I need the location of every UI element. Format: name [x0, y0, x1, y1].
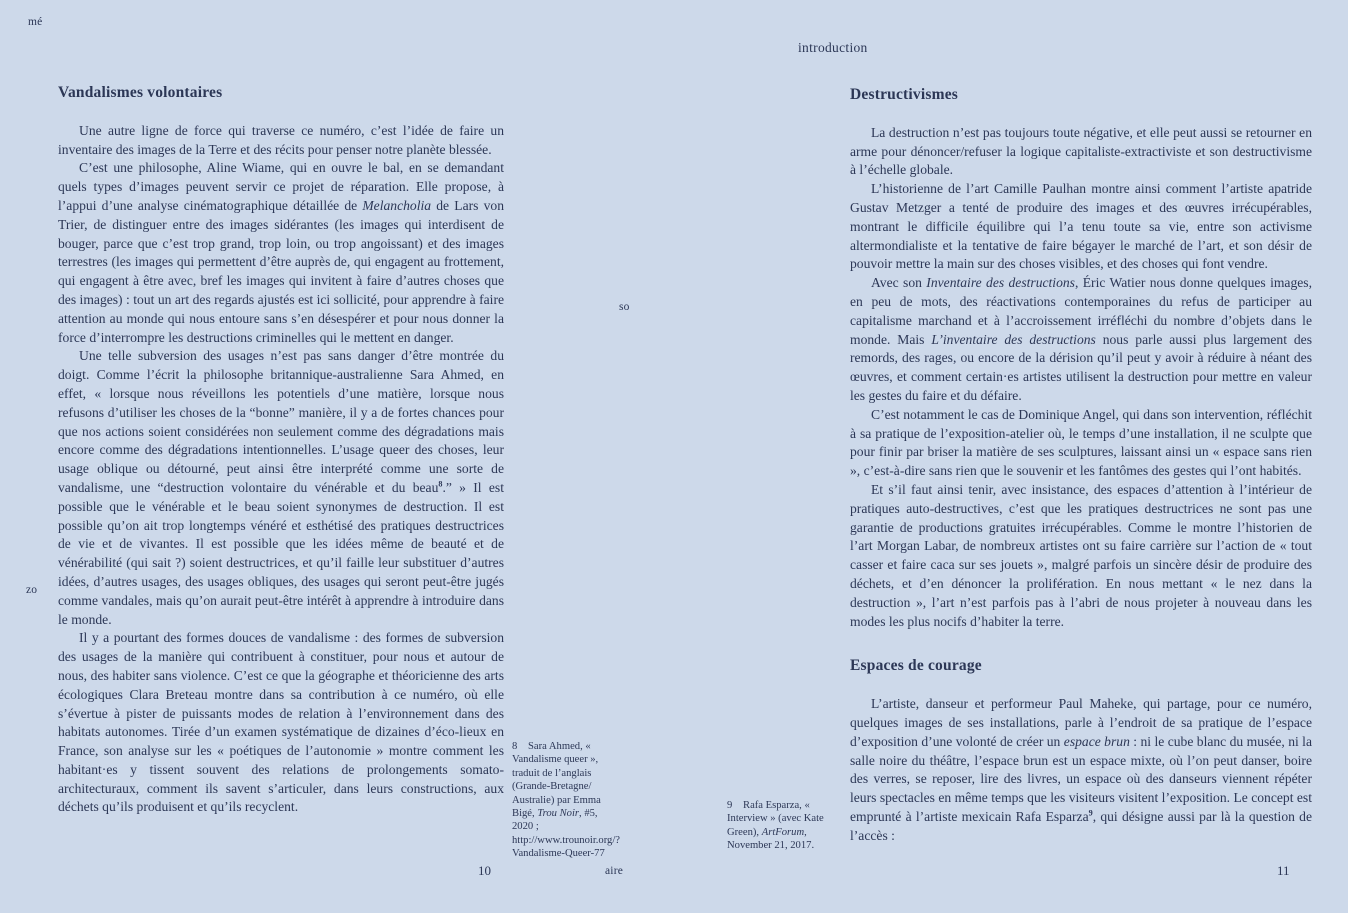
footnote-9 [727, 799, 835, 853]
paragraph: L’historienne de l’art Camille Paulhan montre ainsi comment l’artiste apatride Gustav Metzger a tenté de produire des images et des œuvres irrécupérables, montrant le difficile équilibre qui l’a tenu toute sa vie, entre son activisme altermondialiste et la tentative de faire bégayer le marché de l’art, et son désir de pouvoir mettre la main sur des choses visibles, et des choses qui font vendre. [850, 181, 1312, 272]
footnote-number: 9 [727, 800, 733, 811]
margin-fragment-zo: zo [26, 584, 38, 596]
section-heading-vandalismes: Vandalismes volontaires [58, 84, 223, 101]
paragraph: L’artiste, danseur et performeur Paul Maheke, qui partage, pour ce numéro, quelques images de ses installations, parle à l’endroit de sa pratique de l’espace d’exposition d’une volonté de créer un espace brun : ni le cube blanc du musée, ni la salle noire du théâtre, l’espace brun est un espace mixte, où l’on peut danser, boire des verres, se reposer, lire des livres, un espace où des danseurs viennent répéter leurs spectacles en même temps que les visiteurs visitent l’exposition. Le concept est emprunté à l’artiste mexicain Rafa Esparza$^9$, qui désigne aussi par là la question de l’accès : [850, 696, 1312, 843]
section-heading-espaces-de-courage: Espaces de courage [850, 657, 982, 675]
running-head: introduction [798, 40, 868, 55]
paragraph: Il y a pourtant des formes douces de vandalisme : des formes de subversion des usages de la manière qui contribuent à constituer, pour nous et autour de nous, des habiter sans violence. C’est ce que la géographe et théoricienne des arts écologiques Clara Breteau montre dans sa contribution à ce numéro, où elle s’évertue à pister de puissants modes de relation à l’environnement dans des habitats autonomes. Tirée d’un examen systématique de dizaines d’éco-lieux en France, son analyse sur les « poétiques de l’autonomie » montre comment les habitant·es y tissent souvent des relations de prolongements somato-architecturaux, comment ils savent s’articuler, dans leurs constructions, aux déchets qu’ils produisent et qu’ils recyclent. [58, 630, 504, 815]
footnote-number: 8 [512, 741, 518, 752]
paragraph: Avec son Inventaire des destructions, Éric Watier nous donne quelques images, en peu de mots, des réactivations contemporaines du refus de participer au capitalisme marchand et à l’accroissement irréfléchi du nombre d’objets dans le monde. Mais L’inventaire des destructions nous parle aussi plus largement des remords, des rages, ou encore de la dérision qu’il peut y avoir à réduire à néant des œuvres, et comment certain·es artistes utilisent la destruction pour mettre en valeur les gestes du faire et du défaire. [850, 275, 1312, 403]
footnote-text: Sara Ahmed, « Vandalisme queer », traduit de l’anglais (Grande-Bretagne/ Australie) par Emma Bigé, Trou Noir, #5, 2020 ; http://www.trounoir.org/?Vandalisme-Queer-77 [512, 741, 620, 860]
paragraph: La destruction n’est pas toujours toute négative, et elle peut aussi se retourner en arme pour dénoncer/refuser la logique capitaliste-extractiviste et son destructivisme à l’échelle globale. [850, 124, 1312, 178]
page-number-left: 10 [478, 863, 491, 878]
paragraph: C’est une philosophe, Aline Wiame, qui en ouvre le bal, en se demandant quels types d’images peuvent servir ce projet de réparation. Elle propose, à l’appui d’une analyse cinématographique détaillée de Melancholia de Lars von Trier, de distinguer entre des images sidérantes (les images qui interdisent de bouger, parce que c’est trop grand, trop loin, ou trop angoissant) et des images terrestres (les images qui permettent d’être auprès de, qui engagent au frottement, qui engagent à être avec, bref les images qui invitent à faire d’autres choses que des images) : tout un art des regards ajustés est ici sollicité, pour apprendre à faire attention au monde qui nous entoure sans s’en désespérer et pour nous donner la force d’interrompre les destructions criminelles qui le mettent en danger. [58, 160, 504, 345]
right-page-column [850, 86, 1312, 845]
paragraph: Une telle subversion des usages n’est pas sans danger d’être montrée du doigt. Comme l’écrit la philosophe britannique-australienne Sara Ahmed, en effet, « lorsque nous réveillons les potentiels d’une matière, lorsque nous refusons d’utiliser les choses de la “bonne” manière, il y a de fortes chances pour que nos actions soient considérées non seulement comme des dégradations mais encore comme des dégradations intentionnelles. L’usage queer des choses, leur usage oblique ou détourné, peut ainsi être interprété comme une sorte de vandalisme, une “destruction volontaire du vénérable et du beau$^8$.” » Il est possible que le vénérable et le beau soient synonymes de destruction. Il est possible qu’on ait trop longtemps vénéré et esthétisé des pratiques destructrices de vie et de vivantes. Il est possible que les idées même de beauté et de vénérabilité (qui sait ?) soient destructrices, et qu’il faille leur substituer d’autres idées, d’autres usages, des usages obliques, des usages qui seront peut-être jugés comme vandales, mais qu’on aurait peut-être intérêt à apprendre à introduire dans le monde. [58, 348, 504, 627]
section-heading-destructivismes: Destructivismes [850, 86, 959, 103]
paragraph: C’est notamment le cas de Dominique Angel, qui dans son intervention, réfléchit à sa pratique de l’exposition-atelier où, le temps d’une installation, il ne sculpte que pour finir par briser la matière de ses sculptures, laissant ainsi un « espace sans rien », c’est-à-dire sans rien que le souvenir et les fantômes des gestes qui l’ont habités. [850, 406, 1312, 479]
paragraph: Et s’il faut ainsi tenir, avec insistance, des espaces d’attention à l’intérieur de pratiques auto-destructives, c’est que les pratiques destructrices ne sont pas une garantie de productions gratuites irrécupérables. Comme le montre l’historien de l’art Morgan Labar, de nombreux artistes ont su faire carrière sur l’action de « tout casser et faire caca sur ses jouets », malgré parfois un sincère désir de produire des déchets, et d’en dénoncer la prolifération. En nous mettant « le nez dans la destruction », l’art n’est parfois pas à l’abri de nous projeter à nouveau dans les modes les plus nocifs d’habiter la terre. [850, 481, 1312, 629]
margin-fragment-me: mé [28, 16, 43, 28]
left-page-column [58, 84, 504, 817]
footnote-text: Rafa Esparza, « Interview » (avec Kate Green), ArtForum, November 21, 2017. [727, 800, 824, 852]
margin-fragment-aire: aire [605, 865, 624, 877]
paragraph: Une autre ligne de force qui traverse ce numéro, c’est l’idée de faire un inventaire des images de la Terre et des récits pour penser notre planète blessée. [58, 122, 504, 157]
margin-fragment-so: so [619, 301, 630, 313]
footnote-8 [512, 740, 620, 861]
page-number-right: 11 [1277, 863, 1290, 878]
